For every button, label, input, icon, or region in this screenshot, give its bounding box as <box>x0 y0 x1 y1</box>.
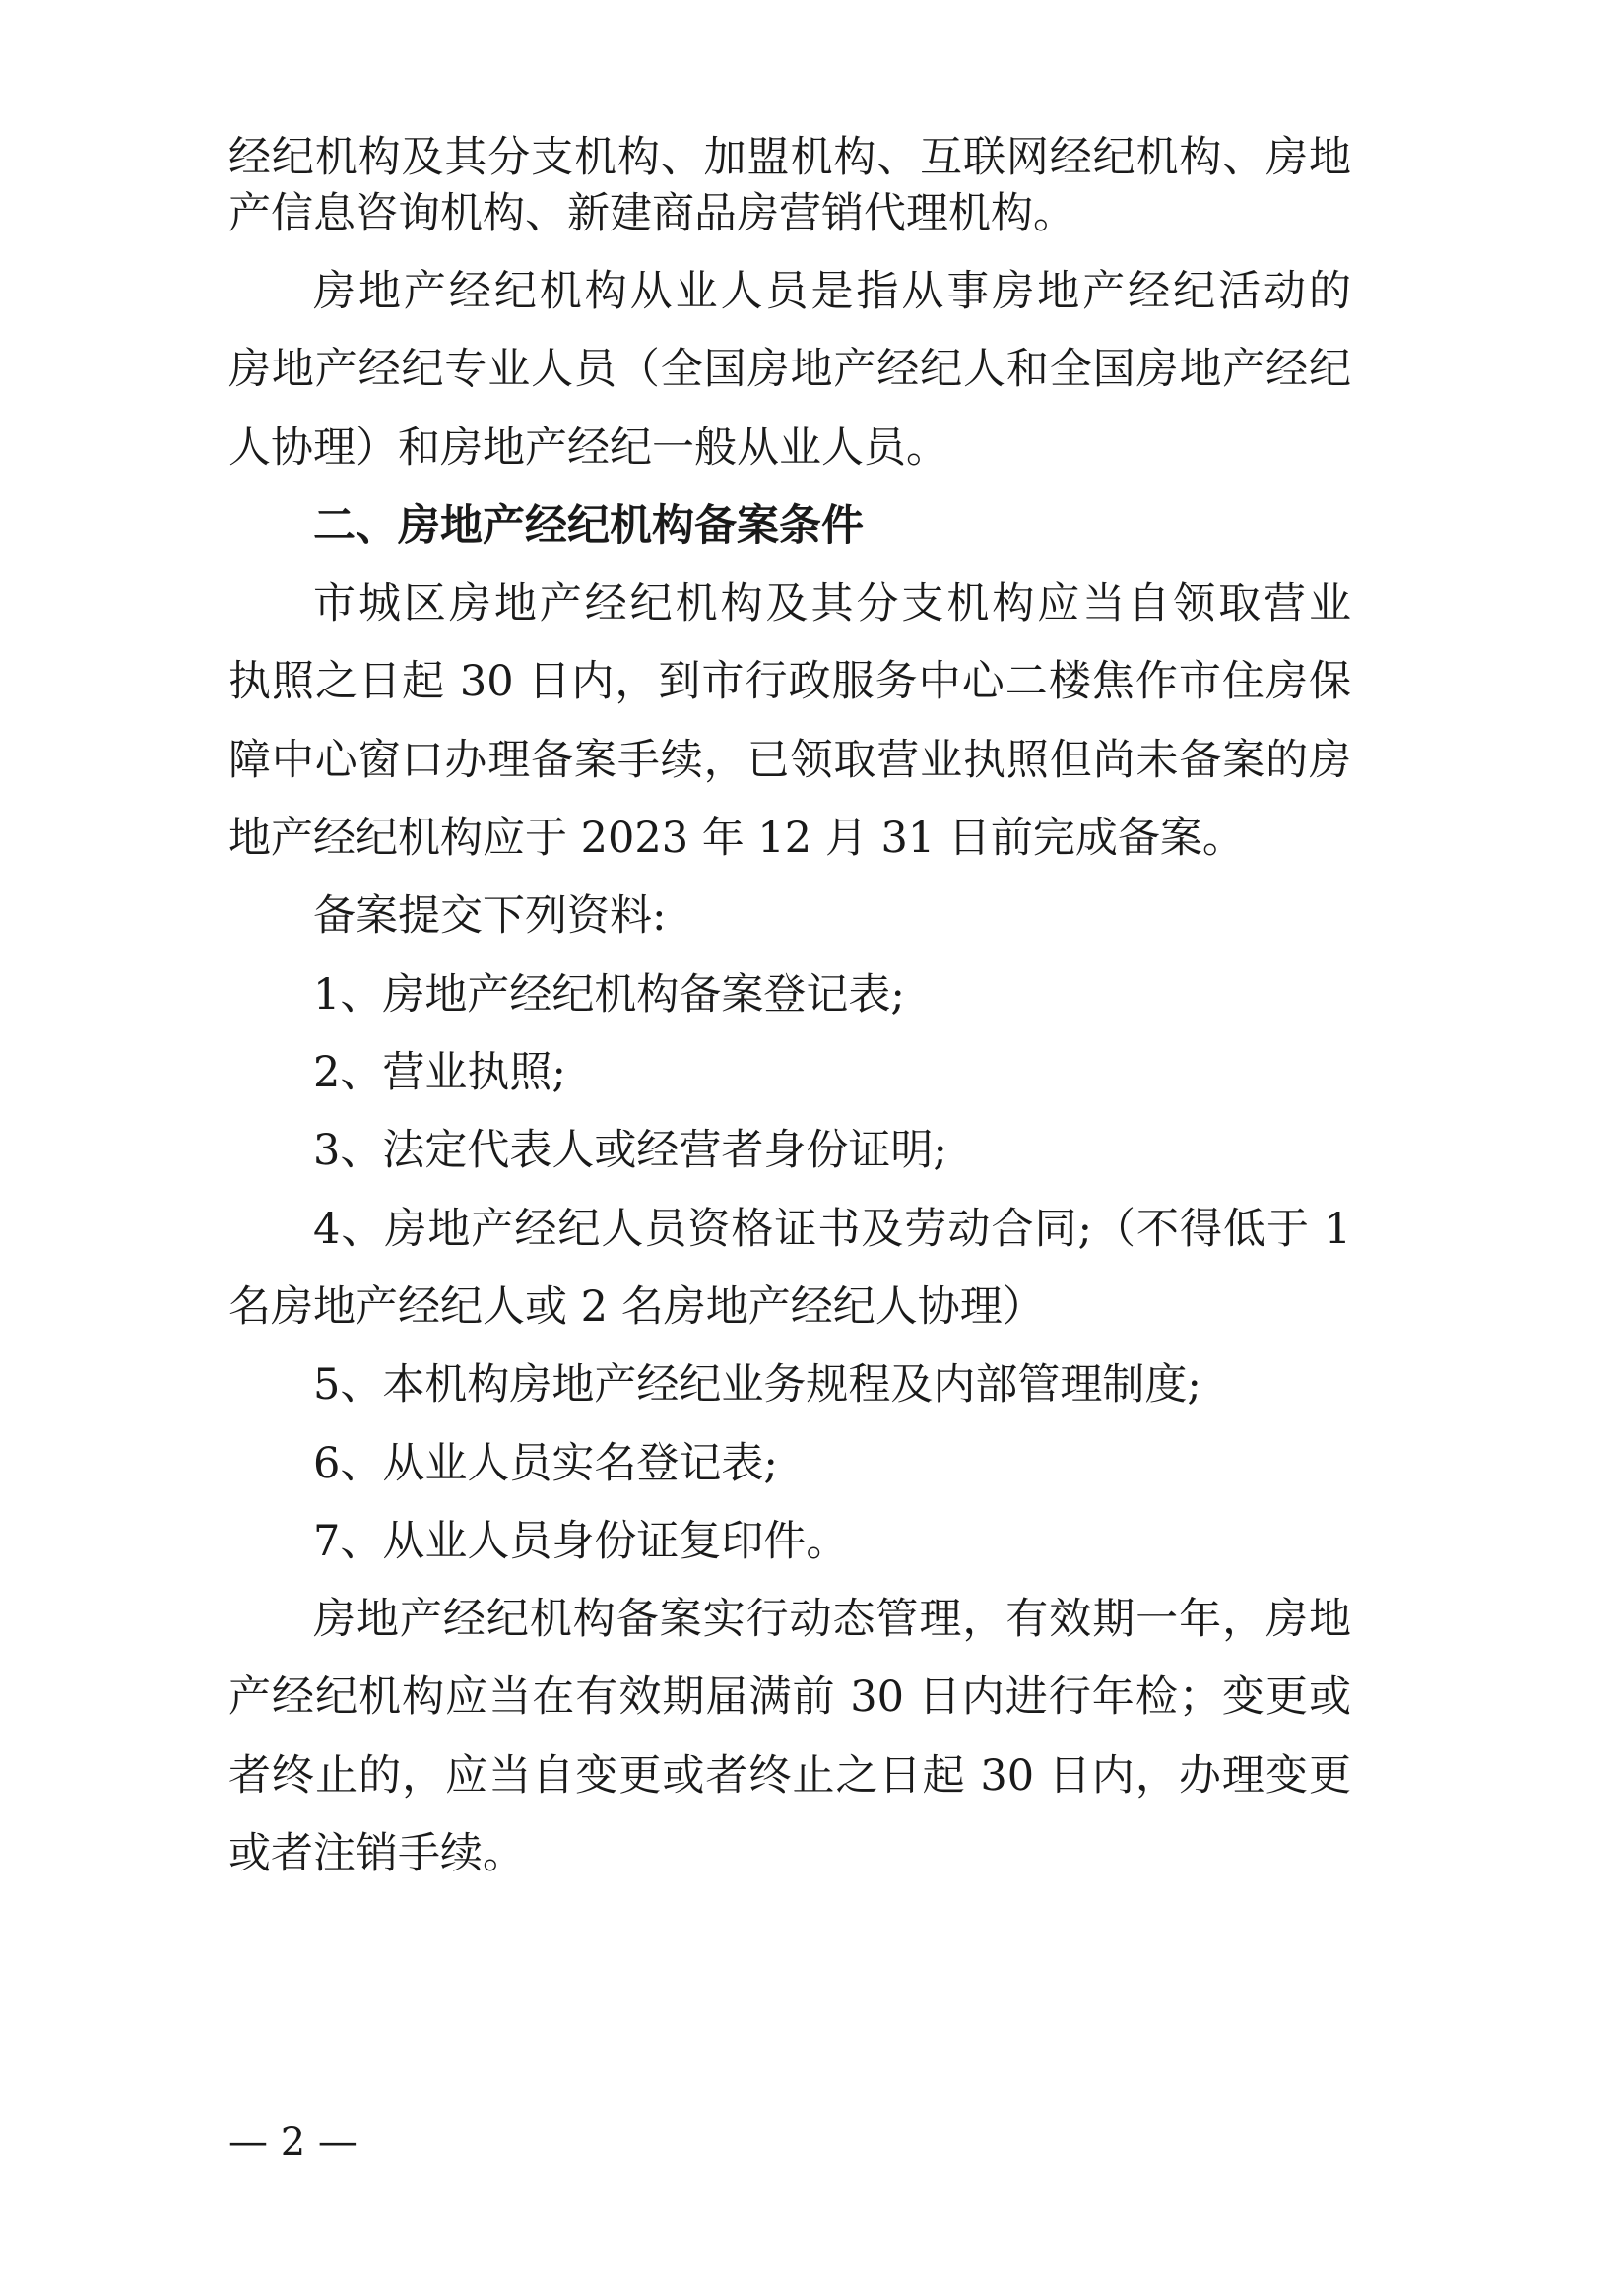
list-item: 6、从业人员实名登记表; <box>313 1439 778 1488</box>
text-line: 房地产经纪机构备案实行动态管理，有效期一年，房地 <box>313 1595 1351 1644</box>
text-line: 经纪机构及其分支机构、加盟机构、互联网经纪机构、房地 <box>228 133 1351 182</box>
text-line: 或者注销手续。 <box>228 1829 525 1878</box>
list-item: 5、本机构房地产经纪业务规程及内部管理制度; <box>313 1360 1201 1410</box>
list-item: 3、法定代表人或经营者身份证明; <box>313 1126 947 1175</box>
list-item: 1、房地产经纪机构备案登记表; <box>313 970 905 1019</box>
text-line: 产经纪机构应当在有效期届满前 30 日内进行年检；变更或 <box>228 1673 1351 1722</box>
text-line: 障中心窗口办理备案手续，已领取营业执照但尚未备案的房 <box>228 736 1351 785</box>
text-line: 执照之日起 30 日内，到市行政服务中心二楼焦作市住房保 <box>228 657 1351 706</box>
text-line: 市城区房地产经纪机构及其分支机构应当自领取营业 <box>313 579 1351 628</box>
section-heading: 二、房地产经纪机构备案条件 <box>313 501 864 551</box>
page-number: — 2 — <box>228 2120 357 2165</box>
list-item-continuation: 名房地产经纪人或 2 名房地产经纪人协理） <box>228 1282 1045 1332</box>
text-line: 房地产经纪专业人员（全国房地产经纪人和全国房地产经纪 <box>228 345 1351 394</box>
text-line: 者终止的，应当自变更或者终止之日起 30 日内，办理变更 <box>228 1751 1351 1801</box>
list-item: 2、营业执照; <box>313 1048 566 1097</box>
text-line: 产信息咨询机构、新建商品房营销代理机构。 <box>228 189 1075 238</box>
text-line: 人协理）和房地产经纪一般从业人员。 <box>228 424 948 473</box>
text-line: 备案提交下列资料: <box>313 891 667 941</box>
list-item: 7、从业人员身份证复印件。 <box>313 1517 849 1566</box>
text-line: 地产经纪机构应于 2023 年 12 月 31 日前完成备案。 <box>228 814 1245 863</box>
list-item: 4、房地产经纪人员资格证书及劳动合同;（不得低于 1 <box>313 1205 1351 1254</box>
text-line: 房地产经纪机构从业人员是指从事房地产经纪活动的 <box>313 267 1351 316</box>
